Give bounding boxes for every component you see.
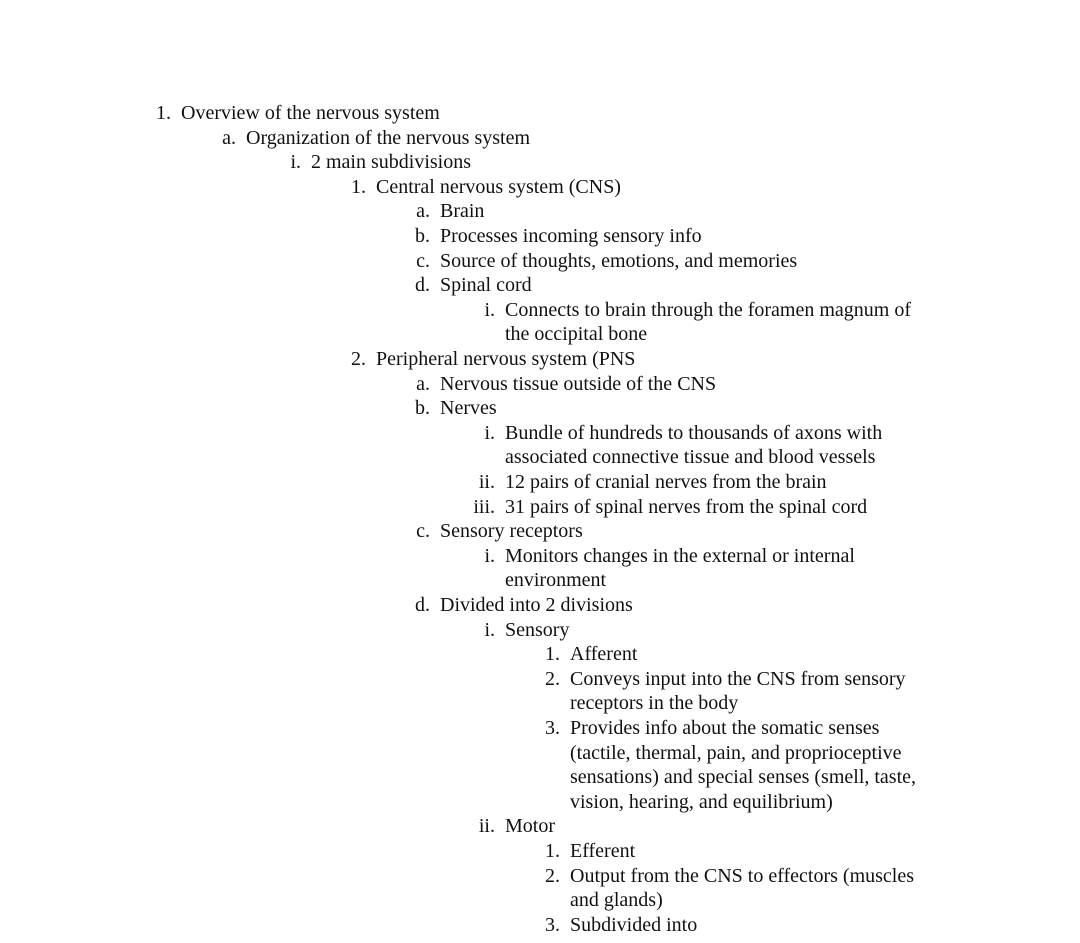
outline-text: sensations) and special senses (smell, taste, <box>570 766 917 789</box>
outline-line <box>0 421 1080 446</box>
outline-line <box>0 150 1080 175</box>
outline-text: Divided into 2 divisions <box>440 594 633 616</box>
outline-marker: a. <box>222 126 236 149</box>
outline-text: Organization of the nervous system <box>246 126 531 149</box>
outline-line <box>0 249 1080 274</box>
outline-text: Provides info about the somatic senses <box>570 717 880 739</box>
outline-text: Output from the CNS to effectors (muscles <box>570 864 915 887</box>
outline-text: Motor <box>505 815 555 838</box>
outline-line <box>0 913 1080 938</box>
outline-marker: c. <box>416 520 430 543</box>
outline-line <box>0 765 1080 790</box>
outline-text: Nervous tissue outside of the CNS <box>440 372 717 395</box>
outline-marker: 1. <box>545 643 560 666</box>
outline-text: Sensory receptors <box>440 520 583 543</box>
outline-line <box>0 495 1080 520</box>
outline-marker: a. <box>416 372 430 395</box>
outline-marker: i. <box>484 544 495 567</box>
outline-line <box>0 175 1080 200</box>
outline-marker: ii. <box>478 471 495 493</box>
outline-line <box>0 544 1080 569</box>
outline-line <box>0 372 1080 397</box>
outline-marker: i. <box>290 151 301 174</box>
outline-line <box>0 347 1080 372</box>
outline-marker: i. <box>484 298 495 321</box>
outline-text: Source of thoughts, emotions, and memories <box>440 249 798 272</box>
outline-line <box>0 618 1080 643</box>
outline-marker: ii. <box>478 815 495 838</box>
outline-text: 31 pairs of spinal nerves from the spinal cord <box>505 495 868 518</box>
outline-marker: 2. <box>545 667 560 690</box>
outline-line <box>0 814 1080 839</box>
outline-marker: d. <box>415 594 430 616</box>
outline-marker: 1. <box>351 175 366 198</box>
outline-marker: 3. <box>545 717 560 739</box>
outline-line <box>0 396 1080 421</box>
outline-text: the occipital bone <box>505 323 648 346</box>
outline-line <box>0 199 1080 224</box>
outline-marker: d. <box>415 274 430 297</box>
outline-text: vision, hearing, and equilibrium) <box>570 790 833 813</box>
outline-text: and glands) <box>570 889 663 912</box>
outline-text: Connects to brain through the foramen magnum of <box>505 298 912 321</box>
outline-line <box>0 691 1080 716</box>
outline-marker: i. <box>484 421 495 444</box>
outline-marker: i. <box>484 618 495 641</box>
outline-line <box>0 445 1080 470</box>
outline-text: Conveys input into the CNS from sensory <box>570 667 906 690</box>
outline-text: (tactile, thermal, pain, and proprioceptive <box>570 741 902 764</box>
outline-marker: iii. <box>473 495 495 518</box>
outline-marker: a. <box>416 200 430 223</box>
outline-line <box>0 470 1080 495</box>
outline-text: Peripheral nervous system (PNS <box>376 348 636 370</box>
outline-text: associated connective tissue and blood vessels <box>505 446 876 469</box>
outline-text: Afferent <box>570 643 638 666</box>
outline-line <box>0 322 1080 347</box>
outline-line <box>0 864 1080 889</box>
outline-text: receptors in the body <box>570 692 739 715</box>
outline-text: Subdivided into <box>570 913 698 936</box>
outline-line <box>0 593 1080 618</box>
outline-text: Central nervous system (CNS) <box>376 175 621 198</box>
outline-text: Sensory <box>505 618 570 641</box>
outline-line <box>0 839 1080 864</box>
outline-line <box>0 273 1080 298</box>
outline-line <box>0 716 1080 741</box>
outline-line <box>0 519 1080 544</box>
outline-text: environment <box>505 569 607 592</box>
outline-text: Processes incoming sensory info <box>440 225 702 247</box>
outline-marker: 2. <box>351 348 366 370</box>
outline-text: Efferent <box>570 840 636 862</box>
outline-text: Spinal cord <box>440 274 532 297</box>
outline-line <box>0 568 1080 593</box>
outline-line <box>0 101 1080 126</box>
outline-marker: b. <box>415 225 430 247</box>
outline-line <box>0 667 1080 692</box>
outline-text: Monitors changes in the external or internal <box>505 544 855 567</box>
outline-text: 12 pairs of cranial nerves from the brain <box>505 471 827 493</box>
outline-text: Bundle of hundreds to thousands of axons with <box>505 421 883 444</box>
outline-marker: 1. <box>156 102 171 124</box>
outline-marker: b. <box>415 397 430 420</box>
outline-line <box>0 741 1080 766</box>
outline-text: Overview of the nervous system <box>181 102 440 124</box>
outline-text: Nerves <box>440 397 497 420</box>
outline-marker: 3. <box>545 913 560 936</box>
outline-marker: 2. <box>545 864 560 887</box>
outline-marker: 1. <box>545 840 560 862</box>
outline-line <box>0 888 1080 913</box>
outline-text: Brain <box>440 200 485 223</box>
outline-line <box>0 790 1080 815</box>
outline-line <box>0 642 1080 667</box>
outline-marker: c. <box>416 249 430 272</box>
outline-line <box>0 126 1080 151</box>
outline-text: 2 main subdivisions <box>311 151 472 174</box>
outline-line <box>0 298 1080 323</box>
outline-line <box>0 224 1080 249</box>
